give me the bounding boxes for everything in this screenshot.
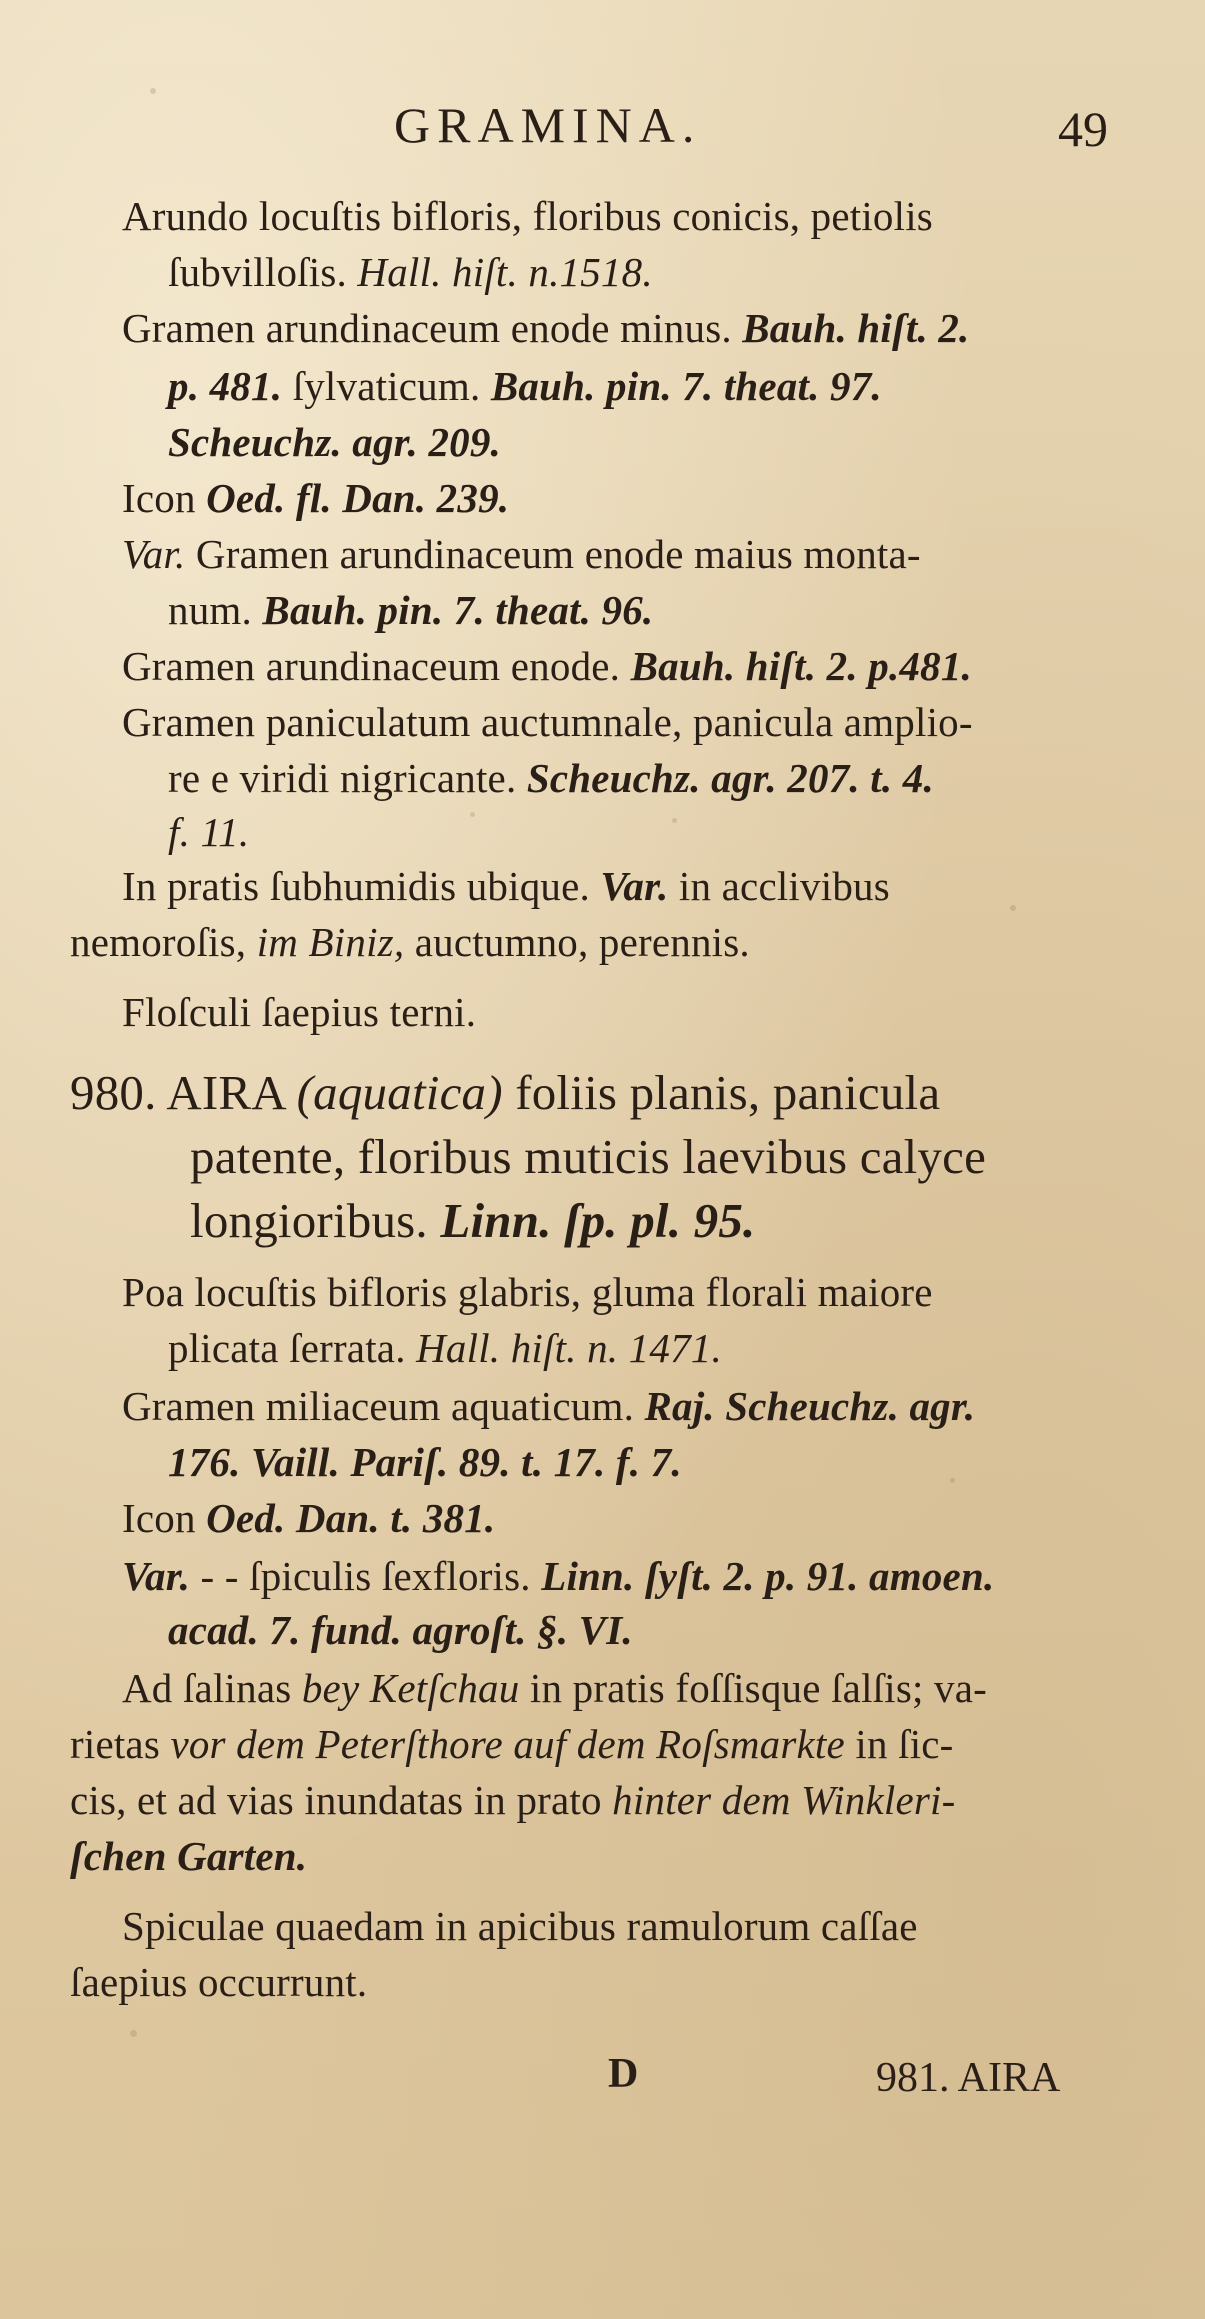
text-line: Var. Gramen arundinaceum enode maius monta- [122,531,921,577]
text-line: Poa locuſtis bifloris glabris, gluma florali maiore [122,1269,933,1315]
text-line: longioribus. Linn. ſp. pl. 95. [190,1193,756,1248]
text-line: Gramen paniculatum auctumnale, panicula amplio- [122,699,973,745]
text-line: Gramen arundinaceum enode. Bauh. hiſt. 2. p.481. [122,643,972,689]
text-line: num. Bauh. pin. 7. theat. 96. [168,587,654,633]
species-entry-heading: 980. AIRA (aquatica) foliis planis, panicula [70,1065,941,1120]
foxing-spot [1010,905,1016,911]
text-line: cis, et ad vias inundatas in prato hinter dem Winkleri- [70,1777,956,1823]
text-line: ſchen Garten. [70,1833,308,1879]
foxing-spot [470,812,475,817]
text-line: nemoroſis, im Biniz, auctumno, perennis. [70,919,750,965]
catchword: 981. AIRA [876,2055,1061,2101]
entry-number: 980. [70,1065,157,1120]
text-line: Floſculi ſaepius terni. [122,989,477,1035]
text-line: acad. 7. fund. agroſt. §. VI. [168,1607,633,1653]
text-line: Icon Oed. fl. Dan. 239. [122,475,510,521]
foxing-spot [672,818,677,823]
text-line: re e viridi nigricante. Scheuchz. agr. 207. t. 4. [168,755,934,801]
signature-mark: D [608,2051,639,2097]
text-line: Var. - - ſpiculis ſexfloris. Linn. ſyſt. 2. p. 91. amoen. [122,1553,995,1599]
text-line: Icon Oed. Dan. t. 381. [122,1495,496,1541]
text-line: Spiculae quaedam in apicibus ramulorum caſſae [122,1903,918,1949]
foxing-spot [950,1478,955,1483]
genus-name: AIRA [166,1065,285,1120]
text-line: ſubvilloſis. Hall. hiſt. n.1518. [168,249,653,295]
text-line: f. 11. [168,809,250,855]
text-line: rietas vor dem Peterſthore auf dem Roſsmarkte in ſic- [70,1721,954,1767]
text-line: Gramen miliaceum aquaticum. Raj. Scheuchz. agr. [122,1383,976,1429]
text-line: p. 481. ſylvaticum. Bauh. pin. 7. theat. 97. [168,363,882,409]
foxing-spot [150,88,156,94]
text-line: 176. Vaill. Pariſ. 89. t. 17. f. 7. [168,1439,682,1485]
text-line: Arundo locuſtis bifloris, floribus conicis, petiolis [122,193,933,239]
text-line: In pratis ſubhumidis ubique. Var. in acclivibus [122,863,890,909]
running-title: GRAMINA. [394,97,702,153]
text-line: Ad ſalinas bey Ketſchau in pratis foſſisque ſalſis; va- [122,1665,987,1711]
species-name: (aquatica) [296,1065,503,1120]
text-line: patente, floribus muticis laevibus calyce [190,1129,987,1184]
text-line: Gramen arundinaceum enode minus. Bauh. hiſt. 2. [122,305,970,351]
text-line: Scheuchz. agr. 209. [168,419,502,465]
text-line: plicata ſerrata. Hall. hiſt. n. 1471. [168,1325,722,1371]
foxing-spot [130,2030,137,2037]
page-number: 49 [1058,101,1108,157]
text-line: ſaepius occurrunt. [70,1959,368,2005]
